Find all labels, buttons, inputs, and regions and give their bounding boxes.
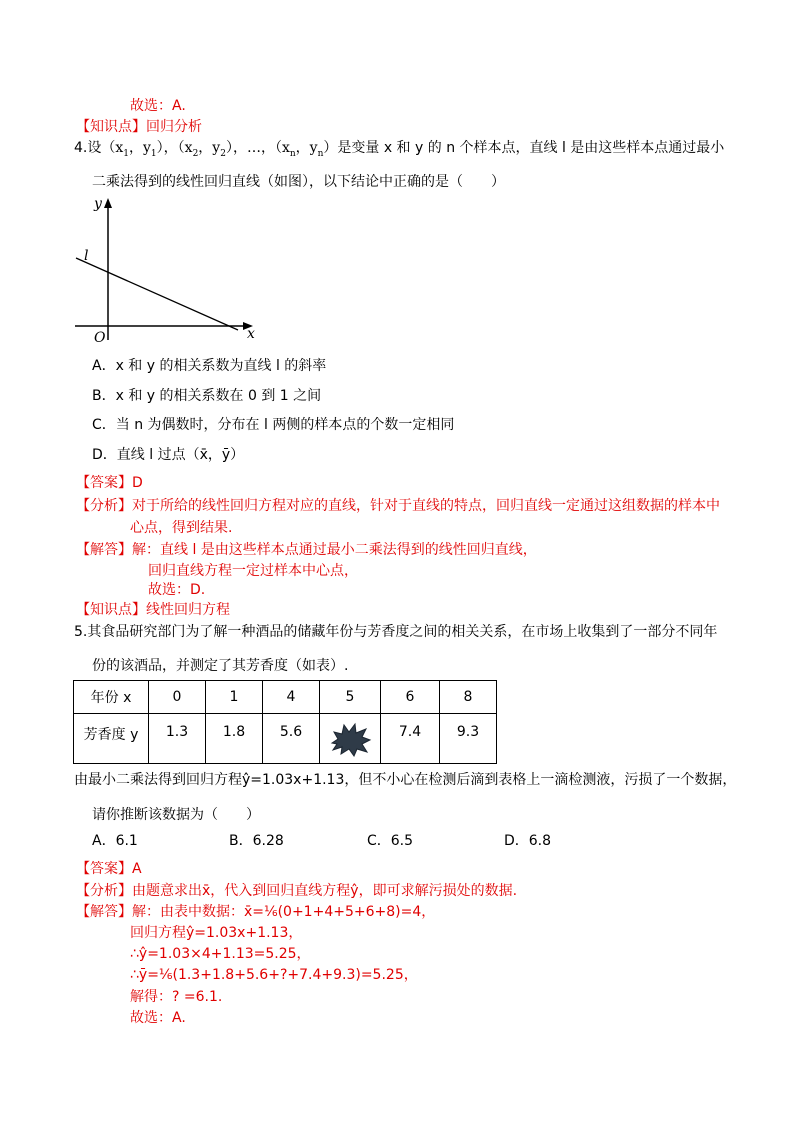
table-cell: 1.8 <box>206 714 263 764</box>
q4-number: 4. <box>74 140 88 156</box>
table-cell: 1.3 <box>149 714 206 764</box>
q5-answer <box>76 859 142 879</box>
kp-label: 【知识点】 <box>76 602 146 618</box>
q5-stem-text: 其食品研究部门为了解一种酒品的储藏年份与芳香度之间的相关关系，在市场上收集到了一部分不同年 <box>87 624 718 640</box>
kp-text: 回归分析 <box>146 119 202 135</box>
table-cell: 5 <box>320 681 381 714</box>
q4-option-c: C．当 n 为偶数时，分布在 l 两侧的样本点的个数一定相同 <box>92 417 455 433</box>
q4-solution <box>76 540 537 560</box>
line-label: l <box>84 248 89 264</box>
kp-text: 线性回归方程 <box>146 602 230 618</box>
y-axis-label: y <box>94 196 102 212</box>
q5-after-table-line1: 由最小二乘法得到回归方程ŷ=1.03x+1.13，但不小心在检测后滴到表格上一滴检测液，污损了一个数据， <box>74 772 737 788</box>
answer-value: D <box>132 475 143 491</box>
table-cell: 0 <box>149 681 206 714</box>
q5-option-a: A．6.1 <box>92 833 138 849</box>
q5-stem-line2: 份的该酒品，并测定了其芳香度（如表）. <box>92 658 349 674</box>
table-cell: 9.3 <box>440 714 497 764</box>
q5-solution <box>76 902 435 922</box>
q5-analysis <box>76 881 517 901</box>
solution-line1: 解：直线 l 是由这些样本点通过最小二乘法得到的线性回归直线， <box>132 542 537 558</box>
solution-line: 解得：? =6.1. <box>130 989 223 1005</box>
origin-label: O <box>94 330 106 346</box>
q4-option-b: B．x 和 y 的相关系数在 0 到 1 之间 <box>92 388 322 404</box>
solution-label: 【解答】 <box>76 542 132 558</box>
q4-stem-pairs: 设（$x_1$，$y_1$），（$x_2$，$y_2$），…，（$x_n$，$y_n$） <box>87 140 338 159</box>
answer-value: A <box>132 861 142 877</box>
q4-answer <box>76 473 143 493</box>
q4-solution-line3: 故选：D. <box>148 582 206 598</box>
table-row-year <box>74 681 497 714</box>
analysis-text: 由题意求出x̄，代入到回归直线方程ŷ，即可求解污损处的数据. <box>132 883 518 899</box>
ink-stain-icon <box>328 721 372 757</box>
solution-line: 解：由表中数据：x̄=⅙(0+1+4+5+6+8)=4， <box>132 904 436 920</box>
table-cell: 5.6 <box>263 714 320 764</box>
solution-line: 故选：A. <box>130 1010 186 1026</box>
q4-knowledge-point <box>76 600 230 620</box>
table-row-aroma <box>74 714 497 764</box>
q5-option-b: B．6.28 <box>229 833 284 849</box>
table-cell: 8 <box>440 681 497 714</box>
kp-label: 【知识点】 <box>76 119 146 135</box>
analysis-label: 【分析】 <box>76 498 132 514</box>
analysis-line1: 对于所给的线性回归方程对应的直线，针对于直线的特点，回归直线一定通过这组数据的样本中 <box>132 498 720 514</box>
q5-after-table-line2: 请你推断该数据为（ ） <box>92 807 260 823</box>
answer-label: 【答案】 <box>76 861 132 877</box>
answer-label: 【答案】 <box>76 475 132 491</box>
table-cell: 1 <box>206 681 263 714</box>
q4-stem-line2: 二乘法得到的线性回归直线（如图），以下结论中正确的是（ ） <box>92 174 505 190</box>
x-axis-label: x <box>247 326 255 342</box>
q5-number: 5. <box>74 624 88 640</box>
q5-data-table <box>73 680 497 764</box>
q5-option-c: C．6.5 <box>367 833 414 849</box>
solution-line: ∴ŷ=1.03×4+1.13=5.25， <box>130 946 311 962</box>
table-cell: 6 <box>381 681 440 714</box>
q4-option-a: A．x 和 y 的相关系数为直线 l 的斜率 <box>92 358 327 374</box>
q4-solution-line2: 回归直线方程一定过样本中心点， <box>148 563 358 579</box>
solution-line: 回归方程ŷ=1.03x+1.13， <box>130 925 303 941</box>
row-header-aroma: 芳香度 y <box>74 714 149 764</box>
y-axis-arrow <box>104 198 112 208</box>
analysis-label: 【分析】 <box>76 883 132 899</box>
q3-knowledge-point <box>76 117 202 137</box>
solution-label: 【解答】 <box>76 904 132 920</box>
row-header-year: 年份 x <box>74 681 149 714</box>
q3-answer-line: 故选：A. <box>130 98 186 114</box>
regression-line-l <box>76 258 238 330</box>
solution-line: ∴ȳ=⅙(1.3+1.8+5.6+?+7.4+9.3)=5.25， <box>130 967 418 983</box>
q4-stem-line1 <box>74 138 724 164</box>
table-cell: 4 <box>263 681 320 714</box>
q4-regression-graph <box>70 190 270 350</box>
q4-analysis-line2: 心点，得到结果. <box>130 520 233 536</box>
q5-option-d: D．6.8 <box>504 833 552 849</box>
table-cell: 7.4 <box>381 714 440 764</box>
q5-stem-line1 <box>74 622 717 642</box>
q4-analysis <box>76 496 720 516</box>
q4-option-d: D．直线 l 过点（x̄，ȳ） <box>92 447 245 463</box>
q4-stem-rest: 是变量 x 和 y 的 n 个样本点，直线 l 是由这些样本点通过最小 <box>337 140 725 156</box>
table-cell-stained <box>320 714 381 764</box>
